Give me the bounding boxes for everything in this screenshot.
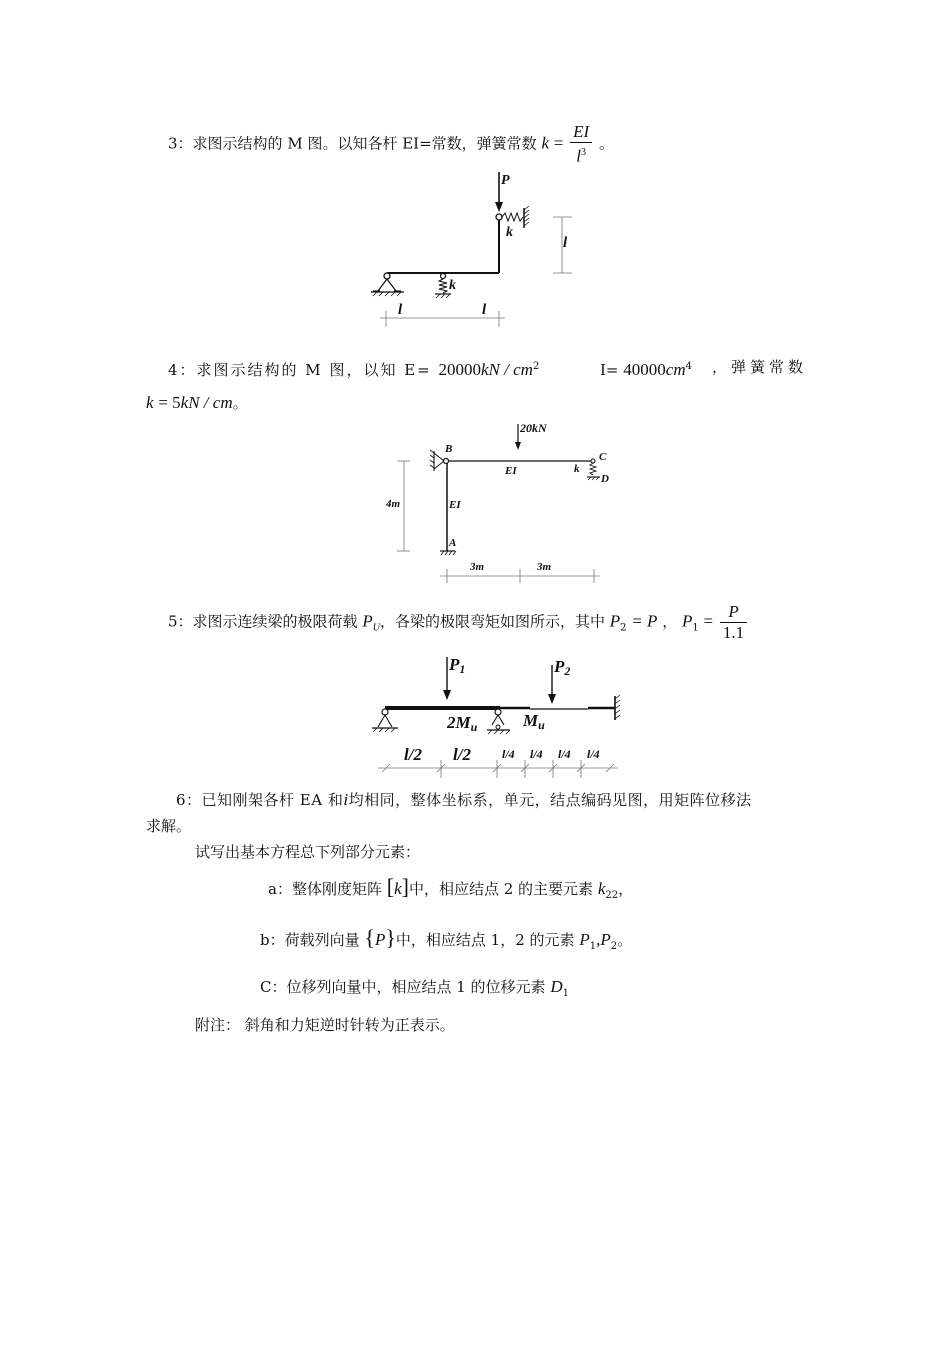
fig3-dim-vertical-label: l [563,235,568,251]
P1-subscript: 1 [692,622,699,634]
fig5-dim-label-4: l/4 [530,747,543,761]
fig5-mid-support-legs [492,715,504,725]
fig3-load-label: P [501,173,510,188]
load-vector-symbol: P [374,930,386,949]
sentence-end: 。 [598,134,614,153]
fig5-P2-arrowhead [548,694,556,704]
fig4-node-D-label: D [601,473,609,485]
inertia-label: I= [600,361,619,379]
k22-subscript: 22 [605,890,619,901]
inertia-unit-exponent: 4 [685,361,692,372]
fig4-dim-height-label: 4m [386,498,401,510]
problem-6-instruction: 试写出基本方程总下列部分元素： [195,843,421,861]
item-a-text-2: 中，相应结点 2 的主要元素 [408,880,594,898]
fig4-EI-column-label: EI [449,499,461,511]
fig3-dim-right-label: l [482,302,487,318]
item-c-text: C：位移列向量中，相应结点 1 的位移元素 [260,978,546,996]
brace-left: { [364,925,375,950]
fig5-mid-pin [495,709,501,715]
P1-symbol: P [681,611,693,631]
bracket-right: ] [401,874,409,899]
equals-sign: = [553,133,564,153]
D1-subscript: 1 [562,988,569,999]
spring-constant-text: ，弹簧常数 [712,358,808,376]
fig5-left-pin [382,709,388,715]
modulus-value: 20000 [438,360,482,379]
modulus-unit-exponent: 2 [532,361,542,372]
problem-4-text: 4：求图示结构的 M 图，以知 E= [168,361,432,379]
spring-k-value: = 5 [158,393,181,412]
fig5-dim-label-3: l/4 [502,747,515,761]
note-text: 附注： 斜角和力矩逆时针转为正表示。 [195,1016,455,1034]
spring-k-unit: kN / cm [180,393,233,412]
item-b-end: 。 [617,931,633,949]
inertia-value: 40000 [623,360,666,379]
fig5-P2-label: P2 [554,657,571,678]
limit-load-symbol: P [362,611,373,631]
fig5-dim-label-6: l/4 [587,747,600,761]
problem-6-note [195,1015,455,1035]
fig5-left-support-legs [378,715,392,727]
fig4-node-A-label: A [449,537,457,549]
problem-6-item-c [260,977,569,1004]
problem-6-item-b [260,925,633,957]
problem-6-line2 [146,816,191,836]
fraction-denominator: 1.1 [722,623,745,642]
separator: ， [662,612,678,631]
fig5-moment-Mu-label: Mu [523,711,545,732]
fig5-dim-label-5: l/4 [558,747,571,761]
fig5-P1-label: P1 [449,655,466,676]
problem-5-text: 5：求图示连续梁的极限荷载 [168,612,358,631]
item-a-text: a：整体刚度矩阵 [268,880,382,898]
fraction-numerator: P [720,602,747,623]
limit-load-subscript: U [372,622,380,634]
sentence-end: 。 [232,394,248,412]
bracket-left: [ [386,874,395,899]
fig5-moment-2Mu-label: 2Mu [447,713,478,734]
spring-k-symbol: k [146,393,154,412]
k22-symbol: k [597,879,606,898]
fig5-dim-label-1: l/2 [404,745,422,764]
problem-6-line1 [176,790,752,810]
fig4-EI-beam-label: EI [505,465,517,477]
fig4-dim-span1-label: 3m [470,561,485,573]
problem-3-text: 求图示结构的 M 图。以知各杆 EI=常数，弹簧常数 [192,134,537,153]
item-a-end: ， [618,880,634,898]
fraction-den-exponent: 3 [581,147,587,158]
inertia-unit: cm [665,360,686,379]
P1-symbol: P [579,930,590,949]
item-b-text-2: 中，相应结点 1，2 的元素 [395,931,575,949]
P1-subscript: 1 [589,941,597,952]
problem-5-text-2: ，各梁的极限弯矩如图所示，其中 [379,612,605,631]
stiffness-i-symbol: i [343,790,349,809]
P2-symbol: P [609,611,621,631]
fig3-dim-left-label: l [398,302,403,318]
brace-right: } [385,925,396,950]
fraction-numerator: EI [570,122,592,143]
item-b-text: b：荷载列向量 [260,931,360,949]
spring-constant-symbol: k [541,133,549,153]
problem-6-item-a [268,874,634,906]
fig5-mid-roller [496,725,500,729]
comma: , [596,930,601,949]
P2-value: = P [631,611,658,631]
fraction-den-base: l [576,146,582,166]
problem-6-text: 6：已知刚架各杆 EA 和 [176,791,344,809]
problem-3-number: 3： [168,134,193,153]
fig4-dim-span2-label: 3m [537,561,552,573]
fig3-mid-spring-label: k [449,278,456,293]
D1-symbol: D [550,977,563,996]
fig5-P1-arrowhead [443,690,451,700]
P2-subscript: 2 [620,622,627,634]
stiffness-matrix-symbol: k [394,879,402,898]
problem-6-text-3: 求解。 [146,817,192,835]
fig5-dim-label-2: l/2 [453,745,471,764]
problem-6-line3 [195,842,420,862]
modulus-unit: kN / cm [481,360,533,379]
problem-6-text-2: 均相同，整体坐标系，单元，结点编码见图，用矩阵位移法 [348,791,752,809]
fig4-spring-label: k [574,463,580,475]
P2-subscript: 2 [610,941,618,952]
P2-symbol: P [600,930,611,949]
fig4-load-label: 20kN [520,421,547,435]
fig4-node-B-label: B [445,443,453,455]
equals-sign: = [703,611,714,631]
fig3-top-spring-label: k [506,225,513,240]
fig4-node-C-label: C [599,451,607,463]
